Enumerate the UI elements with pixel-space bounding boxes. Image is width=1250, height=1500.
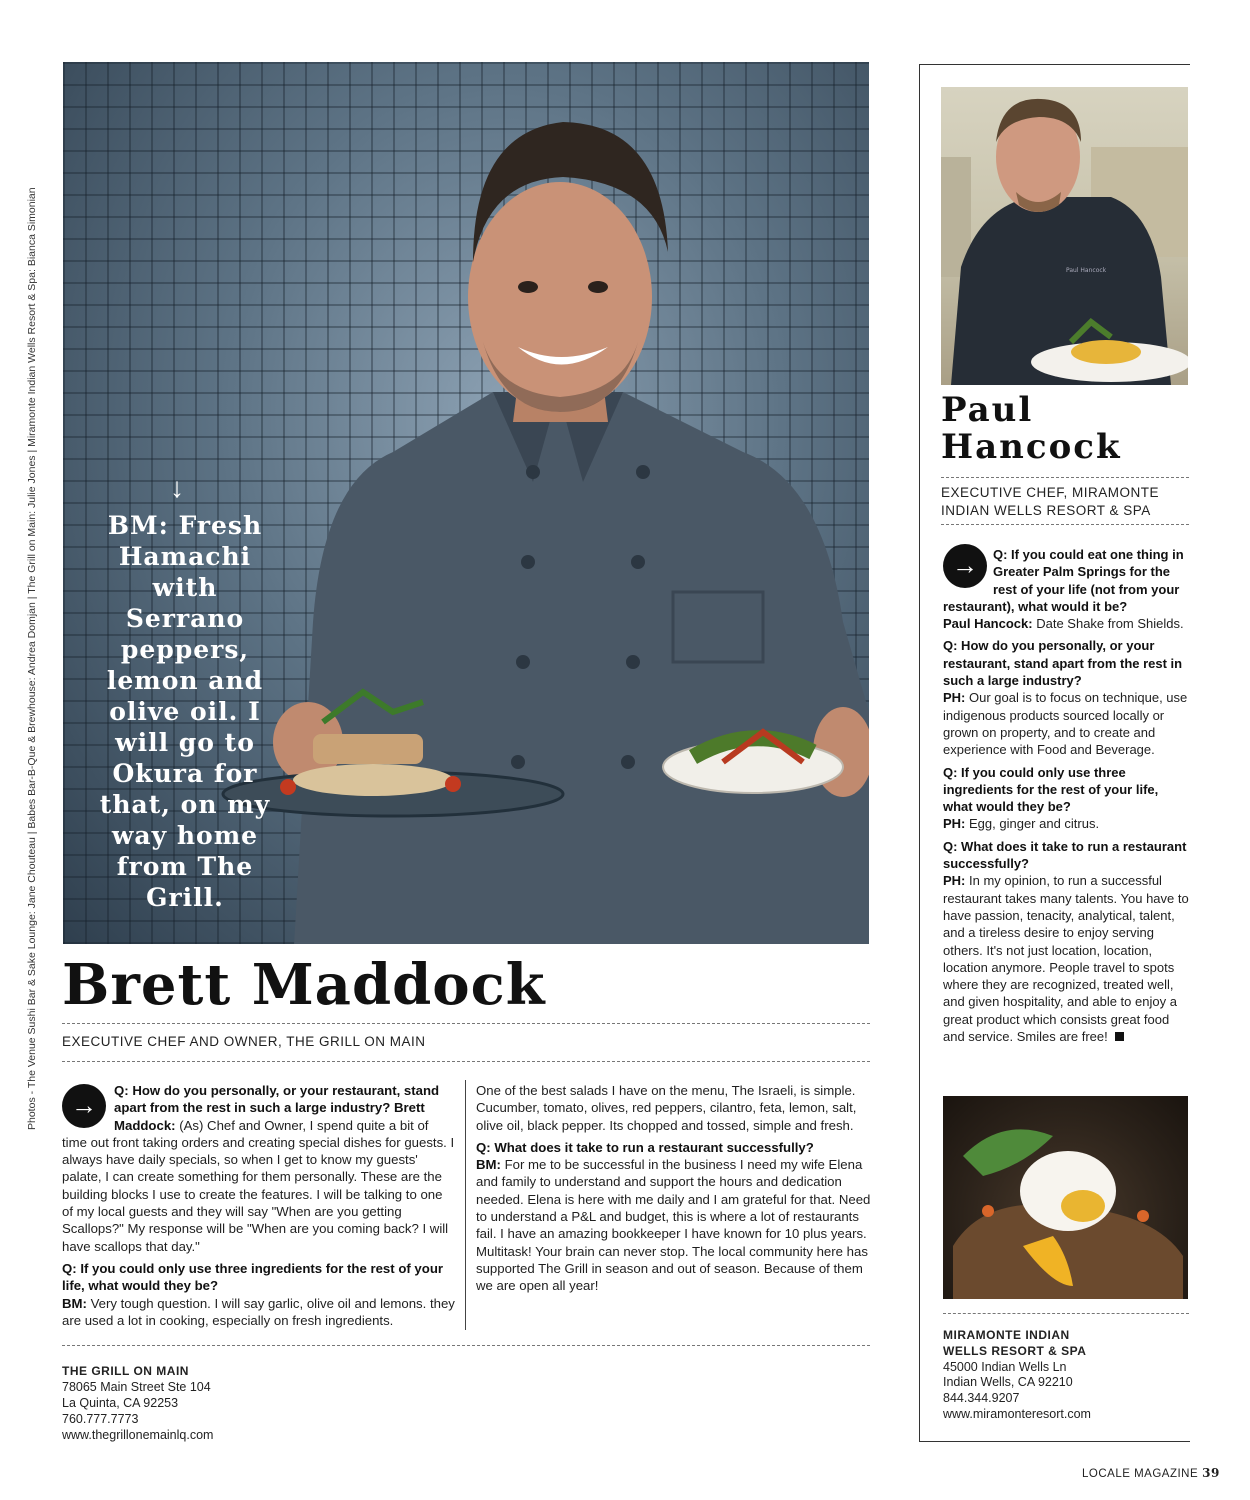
- paul-a3-label: PH:: [943, 816, 966, 832]
- brett-a1-label: Brett Maddock:: [114, 1100, 425, 1133]
- paul-column: [943, 546, 1189, 1050]
- paul-name-line-1: Paul: [941, 390, 1034, 430]
- magazine-name: LOCALE MAGAZINE: [1082, 1468, 1199, 1480]
- icon-spacer: [62, 1082, 114, 1128]
- address-line-1: 45000 Indian Wells Ln: [943, 1359, 1067, 1374]
- paul-name-heading: [941, 392, 1122, 466]
- paul-q3: Q: If you could only use three ingredients for the rest of your life, what would they be?: [943, 764, 1159, 815]
- photo-paul-hancock: [941, 87, 1188, 385]
- paul-q2: Q: How do you personally, or your restaurant, stand apart from the rest in such a large industry?: [943, 638, 1183, 689]
- jacket-embroidery: Paul Hancock: [1066, 267, 1107, 274]
- photo-credit: Photos - The Venue Sushi Bar & Sake Lounge: Jane Chouteau | Babes Bar-B-Que & Brewhouse: Andrea Domjan | The Grill on Main: Julie Jones | Miramonte Indian Wells Resort & Spa: Bianca Simonian: [26, 187, 38, 1130]
- paul-a1-label: Paul Hancock:: [943, 616, 1033, 632]
- website-link[interactable]: www.miramonteresort.com: [943, 1406, 1091, 1421]
- phone-number: 760.777.7773: [62, 1412, 139, 1426]
- brett-address-block: [62, 1363, 213, 1443]
- paul-name-line-2: Hancock: [941, 427, 1122, 467]
- paul-a1: Date Shake from Shields.: [1036, 616, 1184, 632]
- end-square-icon: [1115, 1032, 1124, 1041]
- paul-a4: In my opinion, to run a successful restaurant takes many talents. You have to have passion, tenacity, analytical, talent, and a tireless desire to enjoy serving others. It's not just location, location, location anymore. People travel to spots where they are recognized, treated well, and given hospitality, and able to enjoy a great product which consists great food and service. Smiles are free!: [943, 873, 1189, 1045]
- paul-title: EXECUTIVE CHEF, MIRAMONTE INDIAN WELLS RESORT & SPA: [941, 485, 1160, 518]
- brett-a2: Very tough question. I will say garlic, olive oil and lemons. they are used a lot in cooking, especially on fresh ingredients.: [62, 1295, 455, 1328]
- brett-a1: (As) Chef and Owner, I spend quite a bit of time out front taking orders and creating special dishes for guests. I always have daily specials, so when I get to know my guests' palate, I can create something for them personally. These are the building blocks I use to create the features. I will be talking to one of my local guests and they will say "When are you getting Scallops?" My response will be "When are you coming back? I will have scallops that day.": [62, 1117, 455, 1254]
- brett-title: EXECUTIVE CHEF AND OWNER, THE GRILL ON MAIN: [62, 1034, 426, 1049]
- brett-q1: Q: How do you personally, or your restaurant, stand apart from the rest in such a large industry?: [114, 1083, 440, 1116]
- resort-name-line-2: WELLS RESORT & SPA: [943, 1343, 1087, 1358]
- address-line-2: Indian Wells, CA 92210: [943, 1375, 1073, 1390]
- phone-number: 844.344.9207: [943, 1391, 1020, 1406]
- arrow-right-icon: →: [943, 544, 987, 588]
- paul-a3: Egg, ginger and citrus.: [969, 816, 1100, 832]
- divider-dashed: [943, 1313, 1189, 1314]
- paul-a2-label: PH:: [943, 690, 966, 706]
- pull-quote: BM: Fresh Hamachi with Serrano peppers, lemon and olive oil. I will go to Okura for that, on my way home from The Grill.: [99, 511, 271, 912]
- divider-dashed: [941, 524, 1189, 525]
- brett-a3: For me to be successful in the business I need my wife Elena and family to understand and support the hours and dedication needed. Elena is here with me daily and I am grateful for that. Need to understand a P&L and budget, this is where a lot of restaurants fail. I have an amazing bookkeeper I have known for 10 plus years. Multitask! Your brain can never stop. The local community here has supported The Grill in season and out of season. Because of them we are open all year!: [476, 1157, 871, 1294]
- quote-arrow-down-icon: ↓: [170, 472, 184, 503]
- arrow-right-icon: →: [62, 1084, 106, 1128]
- dish-illustration: [943, 1096, 1188, 1299]
- brett-column-1: [62, 1082, 456, 1334]
- brett-q2: Q: If you could only use three ingredients for the rest of your life, what would they be?: [62, 1260, 444, 1294]
- paul-address-block: [943, 1328, 1091, 1423]
- divider-dashed: [62, 1061, 870, 1062]
- icon-spacer: [943, 546, 993, 590]
- brett-q3: Q: What does it take to run a restaurant successfully?: [476, 1139, 814, 1155]
- resort-name-line-1: MIRAMONTE INDIAN: [943, 1328, 1070, 1342]
- address-line-2: La Quinta, CA 92253: [62, 1396, 179, 1410]
- divider-dashed: [62, 1345, 870, 1346]
- brett-a2-label: BM:: [62, 1295, 87, 1311]
- paul-q1: Q: If you could eat one thing in Greater Palm Springs for the rest of your life (not from your restaurant), what would it be?: [943, 547, 1184, 614]
- paul-q4: Q: What does it take to run a restaurant successfully?: [943, 838, 1187, 872]
- paul-a2: Our goal is to focus on technique, use indigenous products sourced locally or grown on property, and to create and experience with Food and Beverage.: [943, 690, 1188, 758]
- brett-column-2: [476, 1082, 872, 1300]
- brett-a2-continued: One of the best salads I have on the menu, The Israeli, is simple. Cucumber, tomato, olives, red peppers, cilantro, feta, lemon, salt, olive oil, black pepper. Its chopped and tossed, simple and fresh.: [476, 1083, 857, 1133]
- website-link[interactable]: www.thegrillonemainlq.com: [62, 1428, 214, 1442]
- address-line-1: 78065 Main Street Ste 104: [62, 1380, 211, 1394]
- page-footer: [1082, 1466, 1220, 1480]
- photo-dish-egg: [943, 1096, 1188, 1299]
- divider-dashed: [62, 1023, 870, 1024]
- page-number: 39: [1202, 1466, 1220, 1480]
- column-separator: [465, 1080, 466, 1330]
- brett-name-heading: Brett Maddock: [62, 952, 546, 1018]
- paul-a4-label: PH:: [943, 873, 966, 889]
- paul-illustration: [941, 87, 1188, 385]
- restaurant-name: THE GRILL ON MAIN: [62, 1364, 189, 1378]
- brett-a3-label: BM:: [476, 1157, 501, 1173]
- divider-dashed: [941, 477, 1189, 478]
